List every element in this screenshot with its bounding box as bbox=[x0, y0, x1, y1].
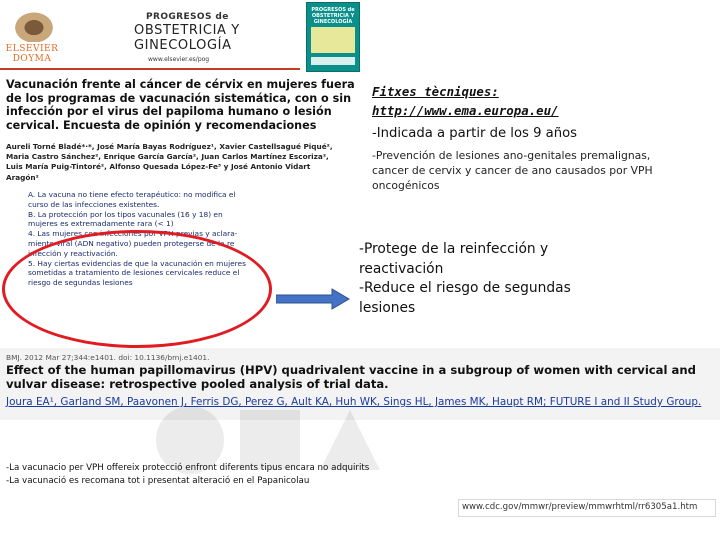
highlight-ellipse bbox=[2, 230, 272, 348]
technical-sheets-title: Fitxes tècniques: bbox=[372, 84, 499, 99]
article-authors: Aureli Torné Bladé*·*, José María Bayas Rodríguez¹, Xavier Castellsagué Piqué², Maria Castro Sánchez², Enrique García García², Juan Carlos Martínez Escoriza², Luis María Puig-Tintoré², Alfonso Quesada López-Fe³ y José Antonio Vidart Aragón² bbox=[6, 142, 333, 182]
journal-name-line-2: GINECOLOGÍA bbox=[134, 38, 232, 53]
journal-url: www.elsevier.es/pog bbox=[148, 56, 210, 63]
publisher-name bbox=[4, 44, 60, 64]
list-item: miento viral (ADN negativo) pueden protegerse de la re bbox=[28, 238, 235, 248]
prevention-note: -Prevención de lesiones ano-genitales premalignas, cancer de cervix y cancer de ano causados por VPH oncogénicos bbox=[372, 149, 653, 192]
article-title: Vacunación frente al cáncer de cérvix en mujeres fuera de los programas de vacunación sistemática, con o sin infección por el virus del papiloma humano o lesión cervical. Encuesta de opinión y recomendaciones bbox=[6, 78, 355, 132]
bmj-authors-link[interactable]: Joura EA¹, Garland SM, Paavonen J, Ferris DG, Perez G, Ault KA, Huh WK, Sings HL, James MK, Haupt RM; FUTURE I and II Study Group. bbox=[6, 396, 702, 408]
list-item: riesgo de segundas lesiones bbox=[28, 278, 133, 288]
indication-note: -Indicada a partir de los 9 años bbox=[372, 126, 578, 141]
publisher-line-1: ELSEVIER bbox=[5, 44, 59, 54]
protection-note-1: -Protege de la reinfección y reactivación bbox=[359, 241, 549, 277]
list-item: 5. Hay ciertas evidencias de que la vacunación en mujeres bbox=[28, 258, 246, 268]
journal-name-small: PROGRESOS de bbox=[146, 12, 229, 22]
list-item: A. La vacuna no tiene efecto terapéutico: no modifica el bbox=[28, 190, 236, 199]
cdc-url-box[interactable]: www.cdc.gov/mmwr/preview/mmwrhtml/rr6305a1.htm bbox=[458, 499, 716, 517]
list-item: curso de las infecciones existentes. bbox=[28, 199, 160, 209]
journal-cover-thumbnail bbox=[306, 2, 360, 72]
cover-band bbox=[311, 27, 355, 53]
list-item: 4. Las mujeres con infecciones por VPH previas y aclara- bbox=[28, 229, 238, 239]
conclusion-line-2: -La vacunació es recomana tot i presentat alteració en el Papanicolau bbox=[6, 475, 310, 486]
bmj-citation: BMJ. 2012 Mar 27;344:e1401. doi: 10.1136/bmj.e1401. bbox=[6, 353, 210, 362]
tree-icon bbox=[12, 10, 56, 42]
technical-sheets-note bbox=[372, 82, 712, 120]
list-item: infección y reactivación. bbox=[28, 248, 118, 258]
protection-note-2: -Reduce el riesgo de segundas lesiones bbox=[359, 280, 571, 316]
list-item: mujeres es extremadamente rara (< 1) bbox=[28, 219, 174, 229]
list-item: sometidas a tratamiento de lesiones cervicales reduce el bbox=[28, 268, 240, 278]
protection-notes bbox=[359, 240, 619, 318]
journal-header bbox=[0, 0, 300, 70]
ema-link[interactable]: http://www.ema.europa.eu/ bbox=[372, 103, 559, 118]
conclusion-notes bbox=[6, 462, 466, 487]
bmj-article-title: Effect of the human papillomavirus (HPV) quadrivalent vaccine in a subgroup of women with cervical and vulvar disease: retrospective pooled analysis of trial data. bbox=[6, 363, 696, 391]
list-item: B. La protección por los tipos vacunales (16 y 18) en bbox=[28, 209, 223, 219]
right-arrow-icon bbox=[276, 288, 350, 310]
cover-title: PROGRESOS de OBSTETRICIA Y GINECOLOGÍA bbox=[311, 7, 355, 25]
elsevier-logo bbox=[4, 6, 59, 66]
conclusion-line-1: -La vacunacio per VPH offereix protecció enfront diferents tipus encara no adquirits bbox=[6, 463, 370, 473]
cover-footer bbox=[311, 57, 355, 65]
journal-name-line-1: OBSTETRICIA Y bbox=[134, 23, 240, 38]
publisher-line-2: DOYMA bbox=[12, 54, 52, 64]
journal-name bbox=[134, 23, 240, 53]
